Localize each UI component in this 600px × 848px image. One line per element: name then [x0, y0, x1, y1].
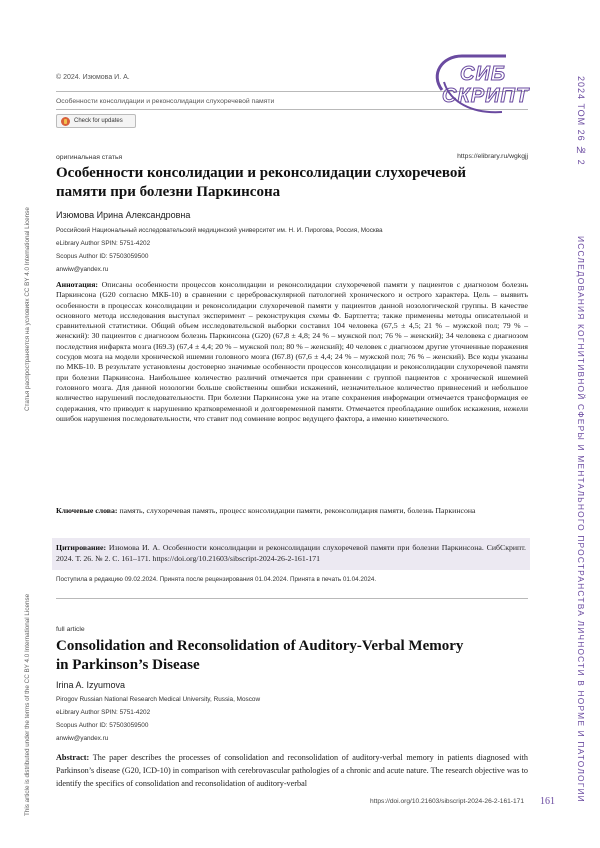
article-type-ru: оригинальная статья — [56, 154, 122, 161]
journal-side-strip — [574, 76, 590, 796]
citation-text: Изюмова И. А. Особенности консолидации и реконсолидации слухоречевой памяти при болезни Паркинсона. СибСкрипт. 2024. Т. 26. № 2. С. 161–171. https://doi.org/10.21603/sibscript-2024-26-2-161-171 — [56, 543, 526, 563]
keywords-text-ru: память, слухоречевая память, процесс консолидации памяти, реконсолидация памяти, болезнь Паркинсона — [119, 506, 475, 515]
license-ru: Статья распространяется на условиях CC BY 4.0 International License — [24, 76, 31, 411]
title-ru — [56, 164, 526, 202]
author-ru: Изюмова Ирина Александровна — [56, 210, 190, 220]
title-ru-line2: памяти при болезни Паркинсона — [56, 183, 526, 202]
copyright: © 2024. Изюмова И. А. — [56, 74, 130, 81]
running-title: Особенности консолидации и реконсолидации слухоречевой памяти — [56, 98, 274, 105]
volume-label: 2024 ТОМ 26 № 2 — [576, 76, 586, 166]
email-ru[interactable]: anwiw@yandex.ru — [56, 266, 108, 273]
logo-bottom-text: СКРИПТ — [442, 85, 530, 107]
title-en-line2: in Parkinson’s Disease — [56, 656, 526, 675]
author-en: Irina A. Izyumova — [56, 680, 125, 690]
affiliation-en: Pirogov Russian National Research Medical University, Russia, Moscow — [56, 696, 260, 703]
check-for-updates-button[interactable] — [56, 114, 136, 128]
abstract-ru — [56, 280, 528, 424]
keywords-label-ru: Ключевые слова: — [56, 506, 118, 515]
elibrary-link[interactable]: https://elibrary.ru/wgkgjj — [457, 153, 528, 160]
article-type-en: full article — [56, 626, 85, 633]
footer-doi[interactable]: https://doi.org/10.21603/sibscript-2024-26-2-161-171 — [370, 798, 524, 805]
title-en — [56, 637, 526, 675]
keywords-ru — [56, 506, 528, 516]
scopus-id-ru: Scopus Author ID: 57503059500 — [56, 253, 148, 260]
abstract-label-ru: Аннотация: — [56, 280, 98, 289]
check-updates-label: Check for updates — [74, 118, 123, 124]
received-dates: Поступила в редакцию 09.02.2024. Принята после рецензирования 01.04.2024. Принята в печать 01.04.2024. — [56, 576, 376, 583]
citation-label: Цитирование: — [56, 543, 106, 552]
page-number: 161 — [540, 796, 555, 807]
crossmark-icon — [61, 117, 70, 126]
abstract-text-en: The paper describes the processes of consolidation and reconsolidation of auditory-verbal memory in patients diagnosed with Parkinson’s disease (G20, ICD-10) in comparison with cerebrovascular pathologies of a chronic and acute nature. The research objective was to identify the specifics of consolidation and reconsolidation of auditory-verbal — [56, 753, 528, 788]
license-en: This article is distributed under the terms of the CC BY 4.0 International License — [24, 546, 31, 816]
section-divider — [56, 598, 528, 599]
affiliation-ru: Российский Национальный исследовательский медицинский университет им. Н. И. Пирогова, Россия, Москва — [56, 227, 383, 234]
logo-top-text: СИБ — [460, 63, 506, 85]
title-en-line1: Consolidation and Reconsolidation of Auditory-Verbal Memory — [56, 637, 526, 656]
citation — [56, 542, 526, 564]
scopus-id-en: Scopus Author ID: 57503059500 — [56, 722, 148, 729]
elibrary-spin-en: eLibrary Author SPIN: 5751-4202 — [56, 709, 150, 716]
title-ru-line1: Особенности консолидации и реконсолидации слухоречевой — [56, 164, 526, 183]
license-strip — [24, 76, 40, 816]
rubric-label: ИССЛЕДОВАНИЯ КОГНИТИВНОЙ СФЕРЫ И МЕНТАЛЬНОГО ПРОСТРАНСТВА ЛИЧНОСТИ В НОРМЕ И ПАТОЛОГИИ — [576, 236, 586, 803]
journal-logo — [420, 50, 530, 120]
abstract-label-en: Abstract: — [56, 753, 89, 762]
elibrary-spin-ru: eLibrary Author SPIN: 5751-4202 — [56, 240, 150, 247]
abstract-text-ru: Описаны особенности процессов консолидации и реконсолидации слухоречевой памяти у пациентов с диагнозом болезнь Паркинсона (G20 согласно МКБ-10) в сравнении с цереброваскулярной патологией хронического и острого характера. Цель – выявить особенности в процессах консолидации и реконсолидации слухоречевой памяти у пациентов данной нозологической группы. В качестве основного метода исследования выступал эксперимент – реконструкция схемы Ф. Бартлетта; также применены методы описательной и сравнительной статистики. Общий объем исследовательской выборки составил 104 человека (67,5 ± 4,5; 21 % – мужской пол; 79 % – женский): 30 пациентов с диагнозом болезнь Паркинсона (G20) (67,8 ± 4,8; 24 % – мужской пол; 76 % – женский); 34 человека с диагнозом последствия инфаркта мозга (I69.3) (67,4 ± 4,4; 20 % – мужской пол; 80 % – женский); 40 человек с диагнозом другие уточненные поражения сосудов мозга на модели хронической ишемии головного мозга (I67.8) (67,6 ± 4,4; 24 % – мужской пол; 76 % – женский). Все коды указаны по МКБ-10. В результате установлены достоверно значимые особенности процессов консолидации и реконсолидации слухоречевой памяти при болезни Паркинсона. Наибольшее количество различий отмечается при сравнении с группой пациентов с хронической ишемией головного мозга. Для данной нозологии больше свойственны ошибки искажений, незначительное количество привнесений и небольшое количество нарушений последовательности. При болезни Паркинсона уже на этапе сохранения информации отмечается трансформация ее содержания, что приводит к нарушению кратковременной и долговременной памяти. Отмечается преобладание ошибок искажения, нежели ошибок нарушения последовательности, что ставит под сомнение вопрос ведущего фактора, а именно кинетического. — [56, 280, 528, 423]
email-en[interactable]: anwiw@yandex.ru — [56, 735, 108, 742]
abstract-en — [56, 751, 528, 790]
